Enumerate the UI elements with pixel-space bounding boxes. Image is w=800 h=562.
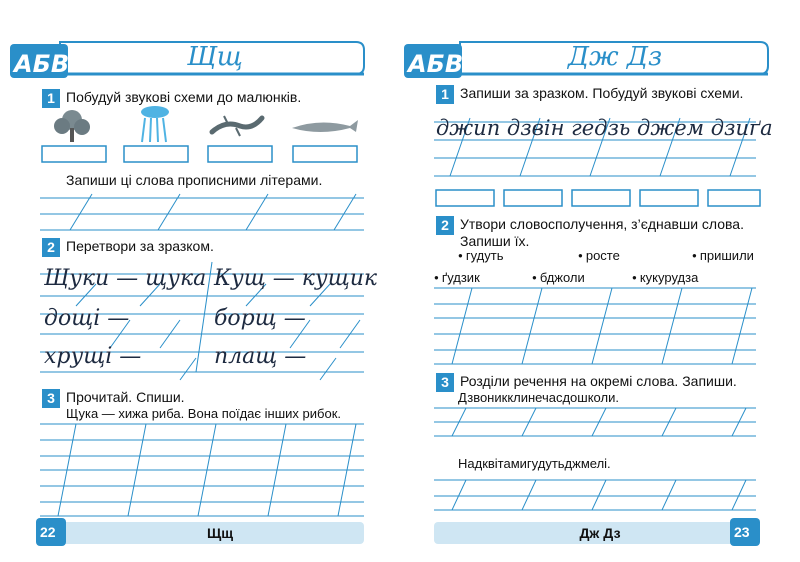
- right-lines: [434, 118, 756, 510]
- right-task2-noun-2: ● бджоли: [532, 270, 585, 285]
- lizard-icon: [212, 116, 262, 136]
- svg-text:АБВ: АБВ: [408, 50, 464, 78]
- left-header-letters: Щщ: [187, 42, 243, 72]
- left-task1-number: 1: [42, 89, 60, 108]
- right-task2-noun-1: ● ґудзик: [434, 270, 480, 285]
- right-sound-boxes: [436, 190, 760, 206]
- tree-icon: [54, 110, 90, 142]
- shower-icon: [141, 106, 169, 142]
- right-task2-instruction-line2: Запиши їх.: [460, 233, 530, 249]
- left-task2-row1-col1: Щуки — щука: [44, 266, 207, 291]
- right-task2-verb-2: ● росте: [578, 248, 620, 263]
- right-task2-verb-1: ● гудуть: [458, 248, 503, 263]
- left-task2-number: 2: [42, 238, 60, 257]
- left-sound-boxes: [42, 146, 357, 162]
- left-task3-number: 3: [42, 389, 60, 408]
- right-task1-instruction: Запиши за зразком. Побудуй звукові схеми.: [460, 85, 744, 101]
- right-task1-number: 1: [436, 85, 454, 104]
- right-footer-letters: Дж Дз: [579, 525, 621, 541]
- left-task1-subinstruction: Запиши ці слова прописними літерами.: [66, 172, 323, 188]
- left-page-number: 22: [40, 524, 56, 540]
- right-abv-logo: [404, 44, 463, 78]
- right-task3-sentence-1: Дзвоникклинечасдошколи.: [458, 390, 619, 405]
- left-task2-row3-col2: плащ —: [214, 344, 307, 369]
- right-header-letters: Дж Дз: [567, 42, 663, 72]
- right-task2-verb-3: ● пришили: [692, 248, 754, 263]
- left-task2-row1-col2: Кущ — кущик: [214, 266, 378, 291]
- right-task2-noun-3: ● кукурудза: [632, 270, 698, 285]
- left-task3-sentence: Щука — хижа риба. Вона поїдає інших рибок.: [66, 406, 341, 421]
- left-task2-row3-col1: хрущі —: [44, 344, 142, 369]
- left-task2-row2-col2: борщ —: [214, 306, 306, 331]
- left-task2-row2-col1: дощі —: [44, 306, 130, 331]
- right-task3-number: 3: [436, 373, 454, 392]
- left-footer-letters: Щщ: [206, 525, 234, 541]
- left-task1-instruction: Побудуй звукові схеми до малюнків.: [66, 89, 302, 105]
- svg-text:АБВ: АБВ: [14, 50, 70, 78]
- right-task1-script-words: джип дзвін гедзь джем дзиґа: [436, 116, 773, 140]
- left-task3-instruction: Прочитай. Спиши.: [66, 389, 185, 405]
- right-task3-sentence-2: Надквітамигудутьджмелі.: [458, 456, 611, 471]
- right-task2-instruction: Утвори словосполучення, з’єднавши слова.: [460, 216, 744, 232]
- right-task3-instruction: Розділи речення на окремі слова. Запиши.: [460, 373, 737, 389]
- left-abv-logo: [10, 44, 69, 78]
- right-task2-number: 2: [436, 216, 454, 235]
- pike-fish-icon: [292, 120, 358, 132]
- right-page-number: 23: [734, 524, 750, 540]
- left-task2-instruction: Перетвори за зразком.: [66, 238, 214, 254]
